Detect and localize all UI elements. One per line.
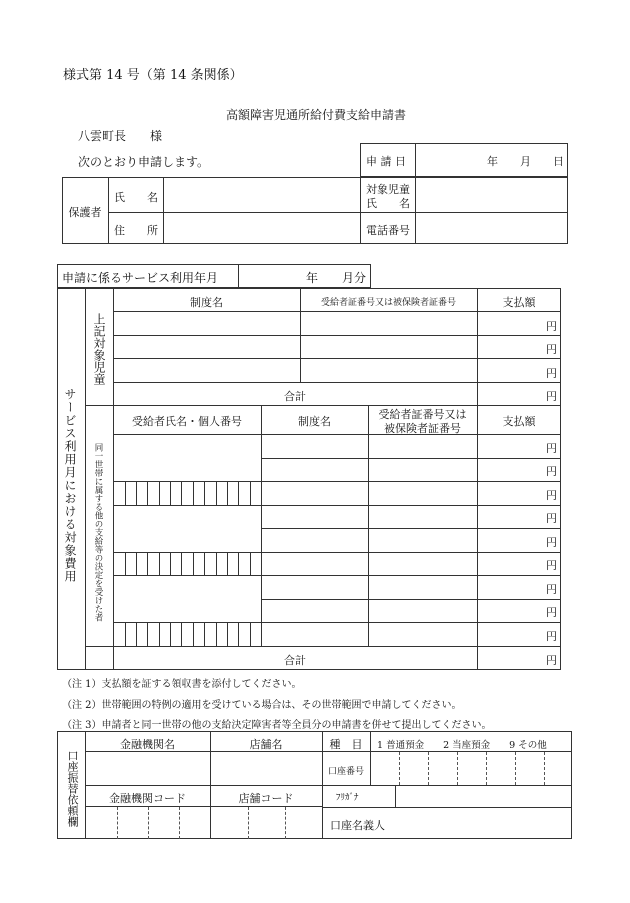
col-recipient-header: 受給者氏名・個人番号 — [132, 415, 242, 428]
yen-label: 円 — [546, 536, 557, 549]
col-system-header: 制度名 — [190, 296, 223, 309]
child-name-input[interactable] — [417, 178, 567, 211]
yen-label: 円 — [546, 489, 557, 502]
household-total-label: 合計 — [284, 654, 306, 667]
address-label: 住 所 — [114, 224, 158, 237]
col-cert-header: 受給者証番号又は被保険者証番号 — [320, 298, 456, 308]
account-holder-label: 口座名義人 — [330, 819, 385, 832]
intro-text: 次のとおり申請します。 — [78, 155, 210, 169]
institution-name-label: 金融機関名 — [120, 738, 175, 751]
account-number-label: 口座番号 — [328, 767, 365, 777]
yen-label: 円 — [546, 654, 557, 667]
yen-label: 円 — [546, 390, 557, 403]
yen-label: 円 — [546, 343, 557, 356]
yen-label: 円 — [546, 583, 557, 596]
guardian-address-input[interactable] — [165, 213, 359, 243]
household-section-label: 同一世帯に属する他の支給等の決定を受けた者 — [93, 443, 103, 622]
costs-side-label: サービス利用月における対象費用 — [63, 388, 77, 583]
name-label: 氏 名 — [114, 191, 158, 204]
col-amount-header: 支払額 — [502, 296, 536, 309]
yen-label: 円 — [546, 465, 557, 478]
yen-label: 円 — [546, 512, 557, 525]
bank-side-label: 口座振替依頼欄 — [66, 750, 79, 827]
yen-label: 円 — [546, 320, 557, 333]
service-period-field[interactable]: 年 月分 — [305, 271, 366, 285]
yen-label: 円 — [546, 559, 557, 572]
child-section-label: 上記対象児童 — [92, 313, 106, 385]
application-date-field[interactable]: 年 月 日 — [487, 155, 564, 168]
branch-name-label: 店舗名 — [249, 738, 283, 751]
institution-code-label: 金融機関コード — [109, 792, 186, 805]
col-cert-header-line2: 被保険者証番号 — [384, 422, 461, 435]
child-total-label: 合計 — [284, 390, 306, 403]
note-2: （注 2）世帯範囲の特例の適用を受けている場合は、その世帯範囲で申請してください。 — [62, 700, 462, 711]
col-amount-header: 支払額 — [502, 415, 536, 428]
yen-label: 円 — [546, 606, 557, 619]
col-cert-header-line1: 受給者証番号又は — [378, 408, 467, 421]
phone-input[interactable] — [417, 213, 567, 243]
guardian-name-input[interactable] — [165, 178, 359, 211]
page-title: 高額障害児通所給付費支給申請書 — [226, 108, 407, 122]
institution-name-input[interactable] — [87, 752, 209, 784]
furigana-label: ﾌﾘｶﾞﾅ — [336, 793, 359, 803]
account-type-label: 種 目 — [329, 738, 363, 751]
service-period-label: 申請に係るサービス利用年月 — [62, 271, 219, 285]
phone-label: 電話番号 — [366, 224, 410, 237]
account-holder-input[interactable] — [397, 808, 571, 838]
account-type-options[interactable]: 1 普通預金 2 当座預金 9 その他 — [377, 740, 547, 751]
branch-code-label: 店舗コード — [238, 792, 294, 805]
child-name-label-1: 対象児童 — [366, 183, 410, 196]
col-system-header: 制度名 — [298, 415, 331, 428]
application-date-label: 申 請 日 — [366, 155, 406, 168]
note-1: （注 1）支払額を証する領収書を添付してください。 — [62, 679, 302, 690]
child-name-label-2: 氏 名 — [366, 197, 410, 210]
yen-label: 円 — [546, 442, 557, 455]
form-number: 様式第 14 号（第 14 条関係） — [63, 68, 243, 83]
yen-label: 円 — [546, 367, 557, 380]
guardian-label: 保護者 — [68, 206, 102, 219]
furigana-input[interactable] — [397, 786, 571, 806]
yen-label: 円 — [546, 630, 557, 643]
addressee: 八雲町長 様 — [78, 129, 163, 143]
branch-name-input[interactable] — [212, 752, 321, 784]
note-3: （注 3）申請者と同一世帯の他の支給決定障害者等全員分の申請書を併せて提出してください。 — [62, 720, 492, 731]
